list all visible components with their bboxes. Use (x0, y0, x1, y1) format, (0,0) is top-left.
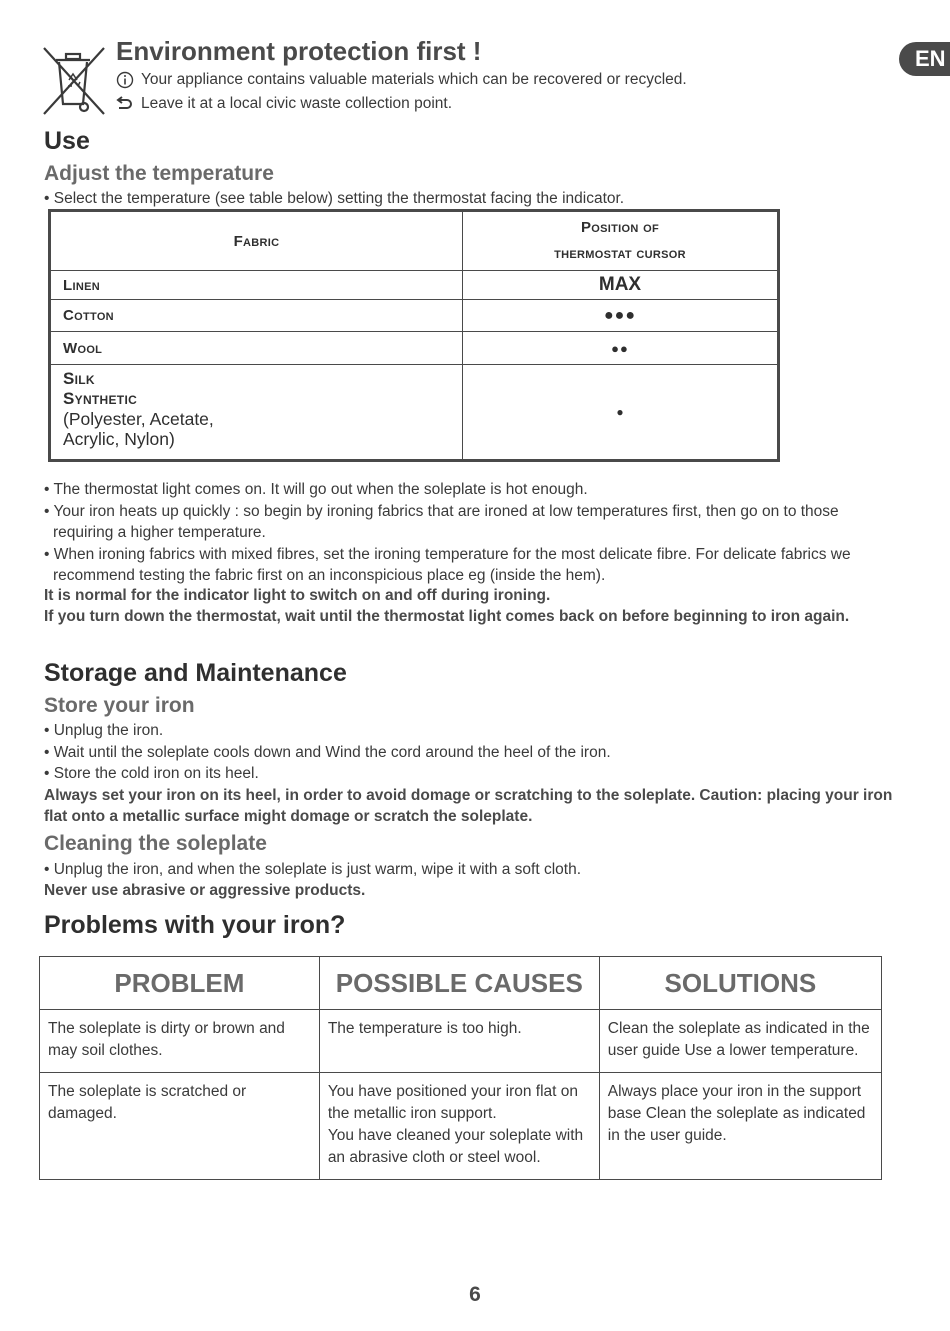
environment-arrow-text: Leave it at a local civic waste collection point. (141, 95, 453, 112)
position-cell: ●●● (463, 300, 779, 332)
position-header-line2: thermostat cursor (554, 245, 686, 262)
position-header-line1: Position of (581, 219, 659, 236)
causes-header: POSSIBLE CAUSES (319, 957, 599, 1010)
cleaning-heading: Cleaning the soleplate (44, 832, 267, 855)
table-row (40, 1073, 882, 1180)
use-heading: Use (44, 127, 90, 155)
environment-info-text: Your appliance contains valuable materials which can be recovered or recycled. (141, 71, 687, 88)
cause-cell (319, 1073, 599, 1180)
use-bullets (44, 479, 894, 587)
cause-cell (319, 1010, 599, 1073)
adjust-temperature-heading: Adjust the temperature (44, 162, 274, 185)
info-icon (116, 71, 134, 89)
store-caution-note: Always set your iron on its heel, in order to avoid domage or scratching to the soleplate. Caution: placing your iron flat onto a metallic surface might domage or scratch the soleplate. (44, 787, 893, 825)
fabric-table-header (50, 211, 779, 271)
solution-cell: Always place your iron in the support base Clean the soleplate as indicated in the user guide. (599, 1073, 881, 1180)
list-item: • Unplug the iron, and when the soleplate is just warm, wipe it with a soft cloth. (44, 861, 582, 878)
store-iron-heading: Store your iron (44, 694, 195, 717)
environment-info-line (116, 71, 687, 89)
cleaning-bullet (44, 859, 894, 881)
cleaning-warning: Never use abrasive or aggressive products. (44, 882, 366, 899)
cause-text: The temperature is too high. (327, 1020, 522, 1037)
table-row (50, 271, 779, 300)
cause-text: You have cleaned your soleplate with an abrasive cloth or steel wool. (327, 1127, 584, 1166)
indicator-light-note: It is normal for the indicator light to switch on and off during ironing. (44, 587, 551, 604)
problem-header: PROBLEM (40, 957, 320, 1010)
problems-heading: Problems with your iron? (44, 911, 346, 939)
fabric-header: Fabric (50, 211, 463, 271)
table-row (50, 332, 779, 365)
fabric-cell: Wool (50, 332, 463, 365)
table-row (40, 1010, 882, 1073)
fabric-temperature-table (48, 209, 780, 462)
problems-table-header (40, 957, 882, 1010)
return-arrow-icon (116, 95, 134, 113)
cause-text: You have positioned your iron flat on the metallic iron support. (327, 1083, 578, 1122)
fabric-cell (50, 365, 463, 461)
list-item: • Store the cold iron on its heel. (44, 765, 259, 782)
language-tab: EN (899, 42, 950, 76)
position-cell: ●● (463, 332, 779, 365)
environment-title: Environment protection first ! (116, 36, 482, 66)
table-row (50, 365, 779, 461)
page-number: 6 (469, 1283, 481, 1306)
list-item: • Your iron heats up quickly : so begin by ironing fabrics that are ironed at low temperatures first, then go on to those requiring a higher temperature. (44, 502, 839, 541)
fabric-cell: Linen (50, 271, 463, 300)
storage-heading: Storage and Maintenance (44, 659, 347, 687)
problem-cell: The soleplate is dirty or brown and may soil clothes. (40, 1010, 320, 1073)
position-cell: ● (463, 365, 779, 461)
fabric-silk: Silk (63, 369, 95, 388)
list-item: • Unplug the iron. (44, 722, 164, 739)
crossed-bin-icon (42, 46, 108, 118)
list-item: • Wait until the soleplate cools down and Wind the cord around the heel of the iron. (44, 743, 611, 761)
list-item: • When ironing fabrics with mixed fibres, set the ironing temperature for the most delicate fibre. For delicate fabrics we recommend testing the fabric first on an inconspicious place eg (inside the hem). (44, 545, 851, 584)
list-item: • The thermostat light comes on. It will go out when the soleplate is hot enough. (44, 481, 588, 498)
table-row (50, 300, 779, 332)
solutions-header: SOLUTIONS (599, 957, 881, 1010)
environment-arrow-line (116, 95, 452, 113)
synthetic-note-line1: (Polyester, Acetate, (63, 409, 214, 429)
store-bullets (44, 720, 894, 785)
position-cell: MAX (463, 271, 779, 300)
thermostat-note: If you turn down the thermostat, wait until the thermostat light comes back on before beginning to iron again. (44, 608, 850, 625)
position-header (463, 211, 779, 271)
synthetic-note-line2: Acrylic, Nylon) (63, 429, 175, 449)
adjust-temperature-intro: • Select the temperature (see table below) setting the thermostat facing the indicator. (44, 190, 625, 207)
solution-cell: Clean the soleplate as indicated in the user guide Use a lower temperature. (599, 1010, 881, 1073)
fabric-synthetic: Synthetic (63, 389, 138, 408)
problem-cell: The soleplate is scratched or damaged. (40, 1073, 320, 1180)
problems-table (39, 956, 882, 1180)
fabric-cell: Cotton (50, 300, 463, 332)
